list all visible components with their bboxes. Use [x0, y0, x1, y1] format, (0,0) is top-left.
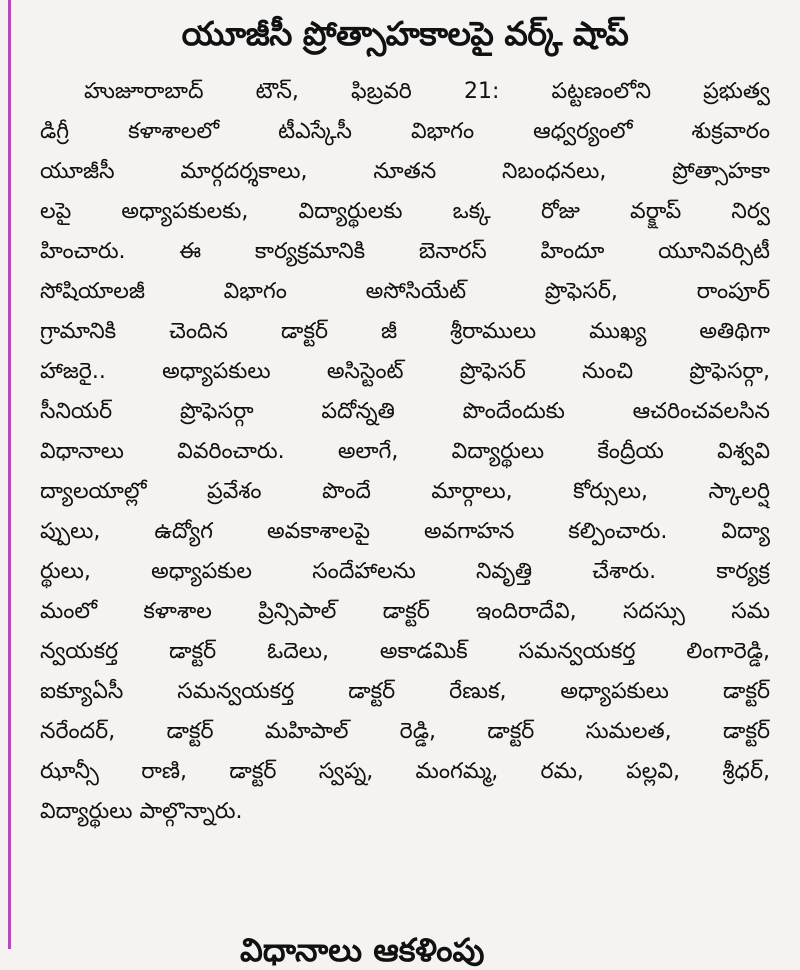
- article-line: యూజీసీ మార్గదర్శకాలు, నూతన నిబంధనలు, ప్రోత్సాహకా: [40, 159, 770, 184]
- article-headline: యూజీసీ ప్రోత్సాహకాలపై వర్క్ షాప్: [181, 14, 629, 53]
- article-line: హుజూరాబాద్ టౌన్, ఫిబ్రవరి 21: పట్టణంలోని ప్రభుత్వ: [84, 79, 770, 104]
- page-margin-rule: [8, 0, 11, 949]
- article-line: న్వయకర్త డాక్టర్ ఓదెలు, అకాడమిక్ సమన్వయకర్త లింగారెడ్డి,: [40, 639, 770, 664]
- article-line: ఐక్యూఏసీ సమన్వయకర్త డాక్టర్ రేణుక, అధ్యాపకులు డాక్టర్: [40, 679, 770, 704]
- article-line: నరేందర్, డాక్టర్ మహిపాల్ రెడ్డి, డాక్టర్ సుమలత, డాక్టర్: [40, 719, 770, 744]
- article-line: మంలో కళాశాల ప్రిన్సిపాల్ డాక్టర్ ఇందిరాదేవి, సదస్సు సమ: [40, 599, 770, 624]
- article-body: [40, 72, 770, 832]
- article-line: సోషియాలజీ విభాగం అసోసియేట్ ప్రొఫెసర్, రాంపూర్: [40, 279, 770, 304]
- next-article-headline-fragment: విధానాలు ఆకళింపు: [240, 931, 485, 969]
- article-line: డిగ్రీ కళాశాలలో టీఎస్కేసీ విభాగం ఆధ్వర్యంలో శుక్రవారం: [40, 119, 770, 144]
- article-line: లపై అధ్యాపకులకు, విద్యార్థులకు ఒక్క రోజు వర్క్షాప్ నిర్వ: [40, 199, 770, 224]
- news-clipping: [40, 6, 770, 832]
- article-line: సీనియర్ ప్రొఫెసర్గా పదోన్నతి పొందేందుకు ఆచరించవలసిన: [40, 399, 770, 424]
- article-line: ద్యాలయాల్లో ప్రవేశం పొందే మార్గాలు, కోర్సులు, స్కాలర్షి: [40, 479, 770, 504]
- article-line: విధానాలు వివరించారు. అలాగే, విద్యార్థులు కేంద్రీయ విశ్వవి: [40, 439, 770, 464]
- article-line: ఝాన్సీ రాణి, డాక్టర్ స్వప్న, మంగమ్మ, రమ, పల్లవి, శ్రీధర్,: [40, 759, 770, 784]
- article-line: గ్రామానికి చెందిన డాక్టర్ జీ శ్రీరాములు ముఖ్య అతిథిగా: [40, 319, 770, 344]
- article-line: హాజరై.. అధ్యాపకులు అసిస్టెంట్ ప్రొఫెసర్ నుంచి ప్రొఫెసర్గా,: [40, 359, 770, 384]
- article-line: విద్యార్థులు పాల్గొన్నారు.: [40, 799, 243, 824]
- article-line: ప్పులు, ఉద్యోగ అవకాశాలపై అవగాహన కల్పించారు. విద్యా: [40, 519, 770, 544]
- article-line: ర్థులు, అధ్యాపకుల సందేహాలను నివృత్తి చేశారు. కార్యక్ర: [40, 559, 770, 584]
- article-line: హించారు. ఈ కార్యక్రమానికి బెనారస్ హిందూ యూనివర్సిటీ: [40, 239, 770, 264]
